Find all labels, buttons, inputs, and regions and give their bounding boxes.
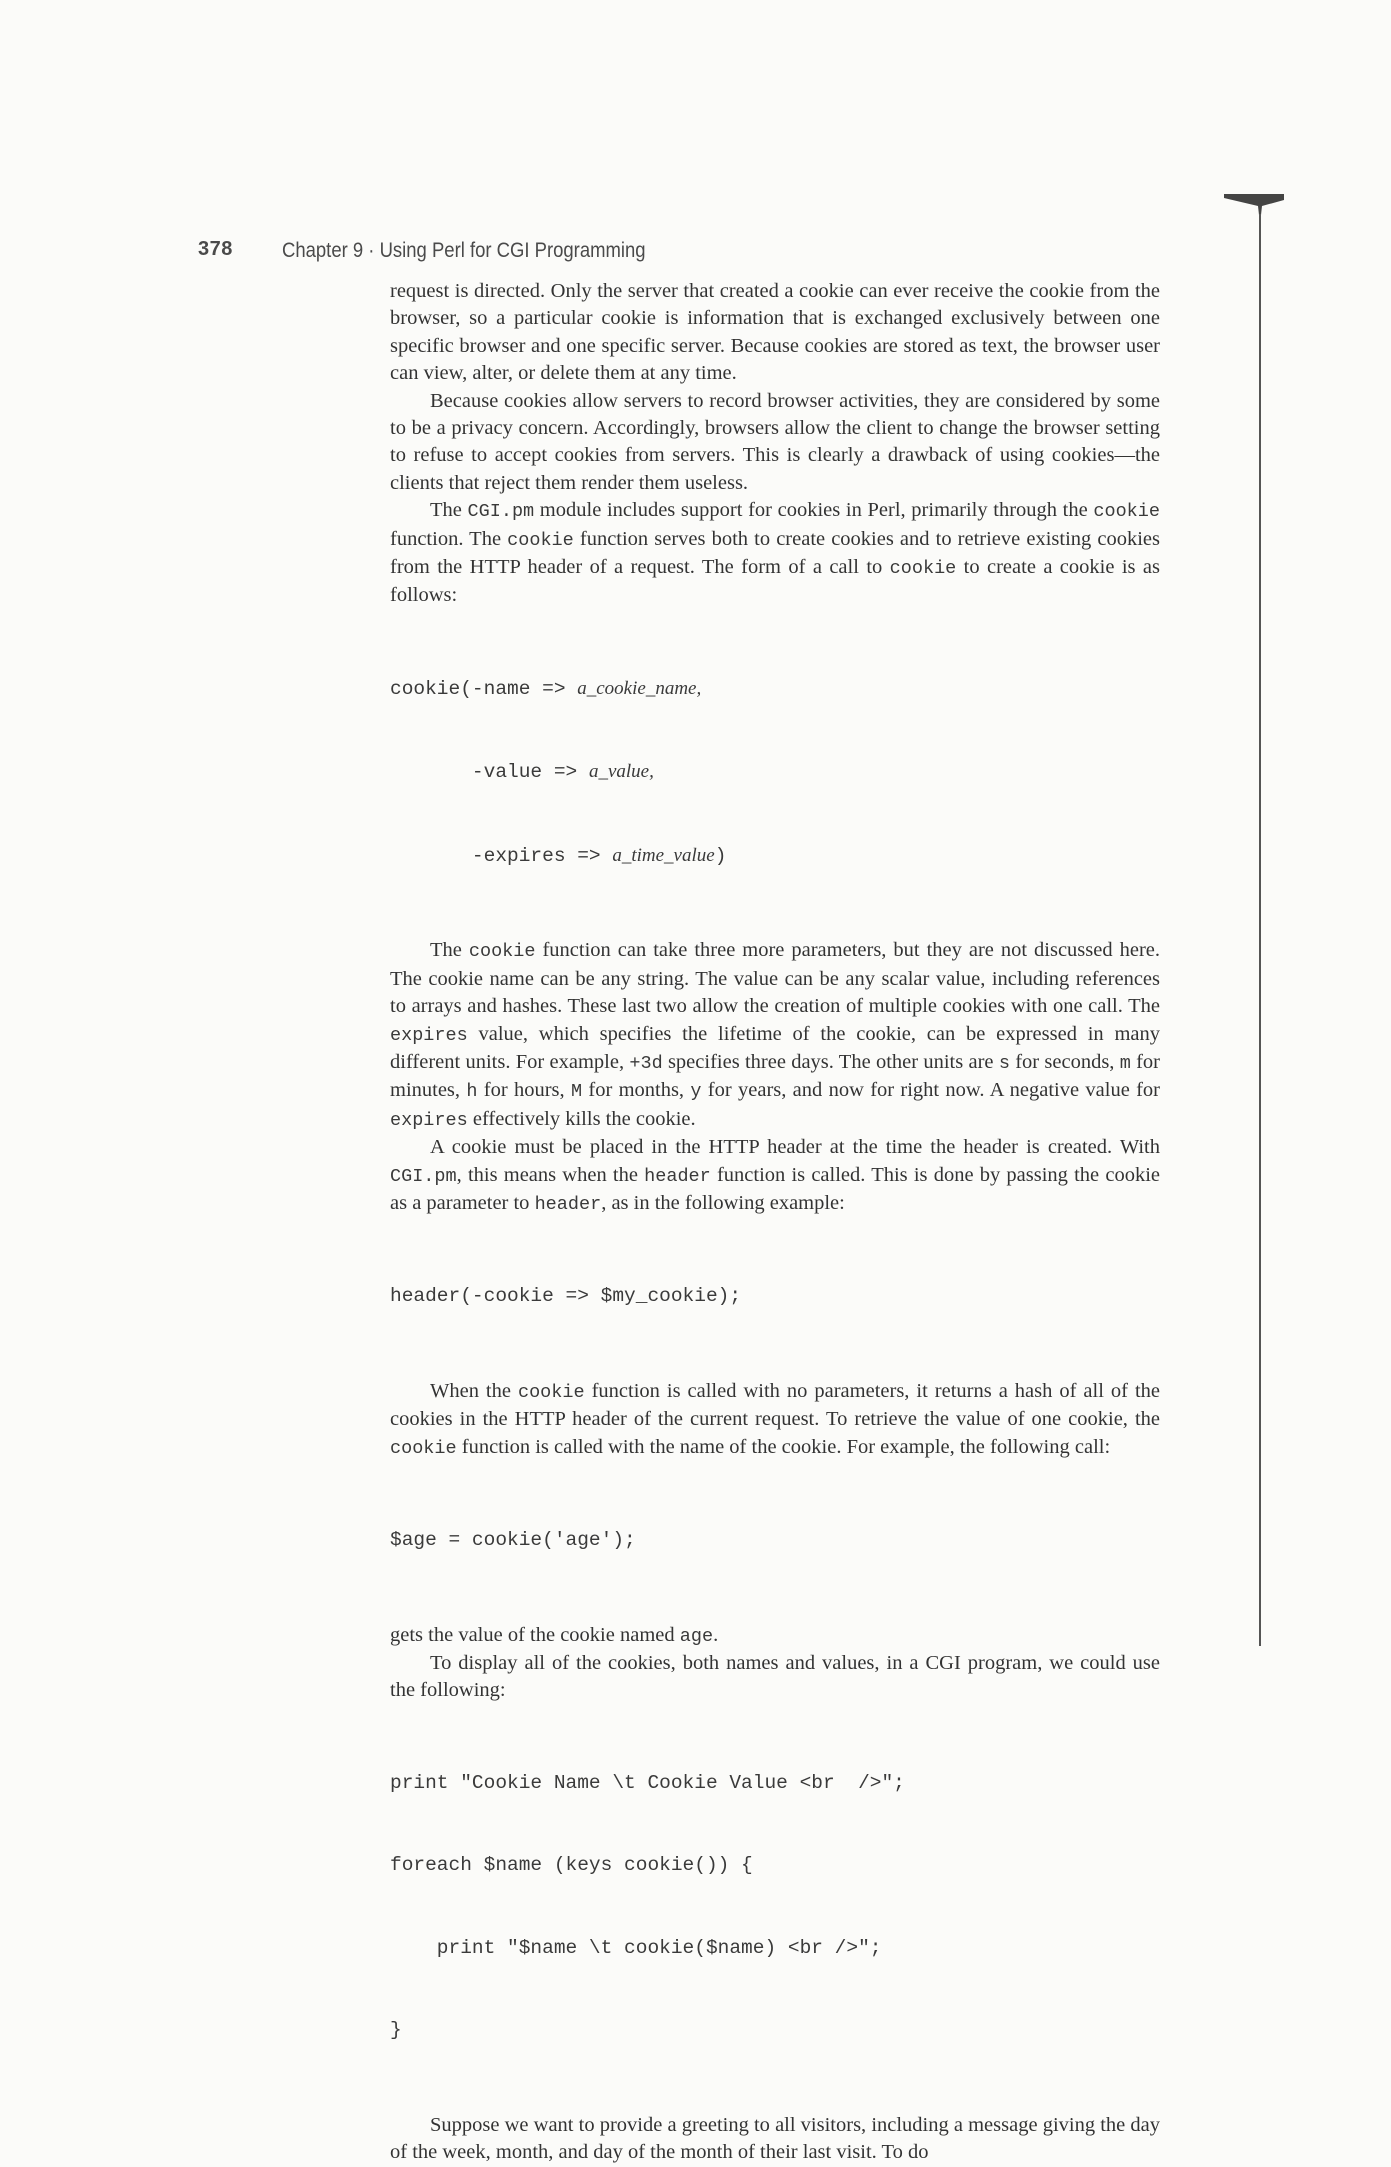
- inline-code: y: [690, 1081, 702, 1103]
- code-block-header-call: [390, 1228, 1160, 1366]
- text-run: effectively kills the cookie.: [467, 1107, 696, 1130]
- paragraph: [390, 1622, 1160, 1650]
- code-line: foreach $name (keys cookie()) {: [390, 1854, 753, 1877]
- paragraph: Suppose we want to provide a greeting to all visitors, including a message giving the day of the week, month, and day of the month of their last visit. To do: [390, 2113, 1160, 2164]
- text-run: for months,: [582, 1079, 691, 1102]
- code-text: -expires =>: [390, 844, 613, 867]
- text-run: function serves both to create cookies and to retrieve existing cookies from the HTTP header of a request. The form of a call to: [390, 527, 1160, 579]
- inline-code: m: [1119, 1053, 1131, 1074]
- text-run: for years, and: [701, 1079, 829, 1102]
- paragraph: [390, 1134, 1160, 1218]
- code-line: [390, 675, 1160, 704]
- text-run: , this means when the: [456, 1163, 645, 1186]
- code-text: -value =>: [390, 761, 589, 784]
- text-run: to create a cookie is as follows:: [390, 556, 1160, 607]
- inline-code: CGI.pm: [467, 501, 535, 523]
- inline-code: cookie: [517, 1381, 585, 1403]
- paragraph: Because cookies allow servers to record browser activities, they are considered by some to be a privacy concern. Accordingly, browsers allow the client to change the browser setting to refuse to accept cookies from servers. This is clearly a drawback of using cookies—the clients that reject them render them useless.: [390, 389, 1160, 494]
- text-run: function is called with no parameters, it returns a hash of all of the cookies in the HTTP header of the current request. To retrieve the value of one cookie, the: [390, 1379, 1160, 1431]
- paragraph: [390, 497, 1160, 610]
- page-number: 378: [198, 238, 233, 260]
- paragraph: request is directed. Only the server that created a cookie can ever receive the cookie from the browser, so a particular cookie is information that is exchanged exclusively between one specific browser and one specific server. Because cookies are stored as text, the browser user can view, alter, or delete them at any time.: [390, 280, 1160, 385]
- inline-code: header: [644, 1165, 711, 1187]
- thumb-tab-marker: [1224, 194, 1284, 224]
- text-run: specifies three days. The other units are: [662, 1051, 999, 1073]
- text-run: function can take three more parameters, but they are not discussed here. The cookie name can be any string. The value can be any scalar value, including references to arrays and hashes. These last two allow the creation of multiple cookies with one call. The: [390, 939, 1160, 1018]
- inline-code: header: [534, 1194, 602, 1216]
- inline-code: expires: [390, 1109, 468, 1131]
- text-run: for minutes,: [390, 1051, 1161, 1102]
- inline-code: cookie: [468, 941, 536, 963]
- text-run: , as in the following example:: [601, 1192, 845, 1215]
- code-line: print "Cookie Name \t Cookie Value <br />";: [390, 1771, 905, 1794]
- text-run: function is called. This is done by passing the cookie as a parameter to: [390, 1163, 1160, 1215]
- code-line: print "$name \t cookie($name) <br />";: [390, 1936, 882, 1959]
- chapter-title: Chapter 9 · Using Perl for CGI Programming: [282, 239, 646, 262]
- code-block-cookie-call: [390, 620, 1160, 926]
- code-line: $age = cookie('age');: [390, 1529, 636, 1552]
- paragraph: [390, 937, 1160, 1134]
- code-text: ,: [649, 761, 654, 783]
- code-block-age-call: [390, 1472, 1160, 1610]
- code-block-print-loop: [390, 1715, 1160, 2100]
- code-text: ,: [696, 677, 702, 699]
- text-run: function. The: [390, 527, 508, 550]
- code-line: [390, 842, 1160, 871]
- inline-code: h: [466, 1081, 478, 1103]
- text-run: When the: [430, 1379, 518, 1402]
- inline-code: M: [570, 1081, 583, 1103]
- inline-code: CGI.pm: [390, 1165, 457, 1187]
- inline-code: +3d: [629, 1053, 663, 1074]
- paragraph: To display all of the cookies, both names and values, in a CGI program, we could use the following:: [390, 1652, 1160, 1702]
- inline-code: cookie: [1093, 501, 1160, 523]
- inline-code: cookie: [889, 558, 957, 580]
- inline-code: cookie: [390, 1437, 457, 1459]
- code-line: [390, 758, 1160, 787]
- text-run: .: [713, 1623, 719, 1646]
- text-run: gets the value of the cookie named: [390, 1623, 680, 1646]
- inline-code: expires: [390, 1024, 468, 1046]
- inline-code: s: [998, 1053, 1010, 1074]
- body-text: [390, 278, 1160, 2167]
- code-placeholder: a_time_value: [612, 844, 715, 866]
- text-run: function is called with the name of the cookie. For example, the following call:: [456, 1435, 1111, 1458]
- inline-code: cookie: [507, 529, 574, 551]
- text-run: value, which specifies the lifetime of the cookie, can be expressed in many different units. For example,: [390, 1022, 1160, 1073]
- code-text: ): [714, 844, 727, 867]
- paragraph: [390, 1378, 1160, 1462]
- edge-rule: [1259, 214, 1261, 1646]
- code-line: }: [390, 2019, 402, 2042]
- text-run: The: [430, 499, 468, 522]
- code-placeholder: a_cookie_name: [577, 677, 697, 699]
- text-run: now: [828, 1079, 864, 1102]
- text-run: The: [430, 939, 469, 962]
- text-run: module includes support for cookies in Perl, primarily through the: [534, 499, 1094, 522]
- text-run: A cookie must be placed in the HTTP header at the time the header is created. With: [430, 1136, 1160, 1159]
- text-run: for hours,: [477, 1079, 571, 1102]
- code-placeholder: a_value: [588, 761, 650, 783]
- inline-code: age: [679, 1625, 714, 1647]
- code-text: cookie(-name =>: [390, 677, 578, 700]
- text-run: for seconds,: [1009, 1051, 1120, 1073]
- code-line: header(-cookie => $my_cookie);: [390, 1285, 742, 1308]
- text-run: for right now. A negative value for: [863, 1079, 1160, 1102]
